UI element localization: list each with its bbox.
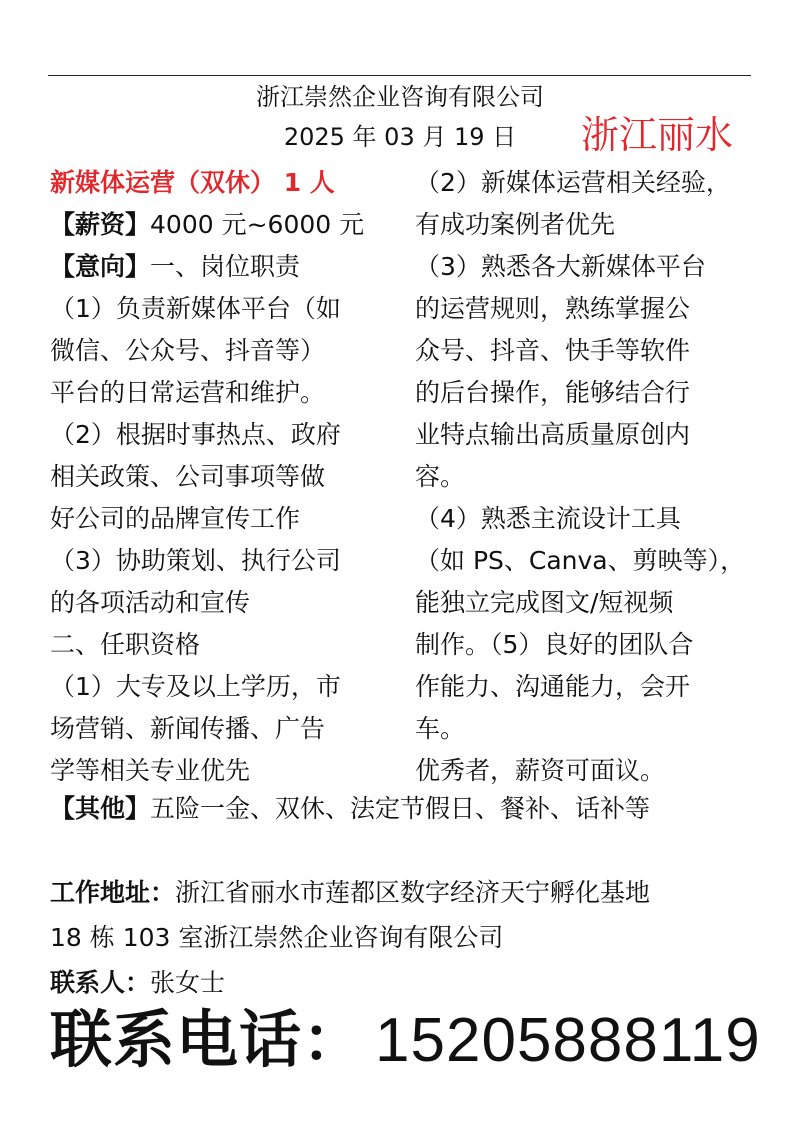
top-divider — [48, 75, 751, 76]
phone-number: 15205888119 — [375, 1006, 761, 1075]
salary-line — [50, 204, 364, 246]
job-description-left-column — [50, 162, 364, 792]
contact-person-line — [50, 960, 650, 1005]
left-text-line: 二、任职资格 — [50, 630, 201, 659]
right-text-line: 作能力、沟通能力，会开 — [415, 672, 691, 701]
right-text-line: （3）熟悉各大新媒体平台 — [415, 252, 706, 281]
job-title: 新媒体运营（双休） 1 人 — [50, 168, 335, 197]
job-description-right-column — [415, 162, 745, 792]
address-line-1 — [50, 870, 650, 915]
address-value: 浙江省丽水市莲都区数字经济天宁孵化基地 — [175, 878, 651, 907]
address-label: 工作地址： — [50, 878, 176, 907]
left-text-line: 平台的日常运营和维护。 — [50, 378, 326, 407]
right-text-line: （4）熟悉主流设计工具 — [415, 504, 681, 533]
posting-date: 2025 年 03 月 19 日 — [283, 123, 517, 151]
salary-label: 【薪资】 — [50, 210, 151, 239]
left-text-line: 学等相关专业优先 — [50, 756, 251, 785]
left-text-line: 微信、公众号、抖音等） — [50, 336, 326, 365]
right-text-line: 有成功案例者优先 — [415, 210, 616, 239]
benefits-label: 【其他】 — [50, 794, 151, 823]
left-text-line: （3）协助策划、执行公司 — [50, 546, 341, 575]
contact-person-label: 联系人： — [50, 968, 151, 997]
benefits-value: 五险一金、双休、法定节假日、餐补、话补等 — [150, 794, 651, 823]
right-text-line: 能独立完成图文/短视频 — [415, 588, 674, 617]
address-line-2: 18 栋 103 室浙江崇然企业咨询有限公司 — [50, 923, 504, 952]
right-text-line: （2）新媒体运营相关经验， — [415, 168, 731, 197]
right-text-line: 的后台操作，能够结合行 — [415, 378, 691, 407]
right-text-line: （如 PS、Canva、剪映等）， — [415, 546, 746, 575]
left-text-line: （1）大专及以上学历，市 — [50, 672, 341, 701]
left-text-line: 的各项活动和宣传 — [50, 588, 251, 617]
left-text-line: 好公司的品牌宣传工作 — [50, 504, 301, 533]
benefits-line — [50, 788, 650, 830]
right-text-line: 业特点输出高质量原创内 — [415, 420, 691, 449]
contact-person-value: 张女士 — [150, 968, 226, 997]
phone-label: 联系电话： — [50, 1003, 366, 1076]
right-text-line: 车。 — [415, 714, 466, 743]
location-stamp: 浙江丽水 — [581, 115, 734, 157]
left-text-line: 相关政策、公司事项等做 — [50, 462, 326, 491]
right-text-line: 制作。（5）良好的团队合 — [415, 630, 694, 659]
right-text-line: 优秀者，薪资可面议。 — [415, 756, 666, 785]
right-text-line: 众号、抖音、快手等软件 — [415, 336, 691, 365]
intent-label: 【意向】 — [50, 252, 151, 281]
intent-value: 一、岗位职责 — [150, 252, 301, 281]
company-name-header: 浙江崇然企业咨询有限公司 — [256, 83, 544, 111]
left-text-line: （2）根据时事热点、政府 — [50, 420, 341, 449]
contact-info — [50, 870, 650, 1005]
intent-line — [50, 246, 364, 288]
left-text-line: 场营销、新闻传播、广告 — [50, 714, 326, 743]
left-text-line: （1）负责新媒体平台（如 — [50, 294, 341, 323]
salary-value: 4000 元~6000 元 — [150, 210, 365, 239]
right-text-line: 容。 — [415, 462, 466, 491]
right-text-line: 的运营规则，熟练掌握公 — [415, 294, 691, 323]
phone-line — [50, 1000, 761, 1081]
